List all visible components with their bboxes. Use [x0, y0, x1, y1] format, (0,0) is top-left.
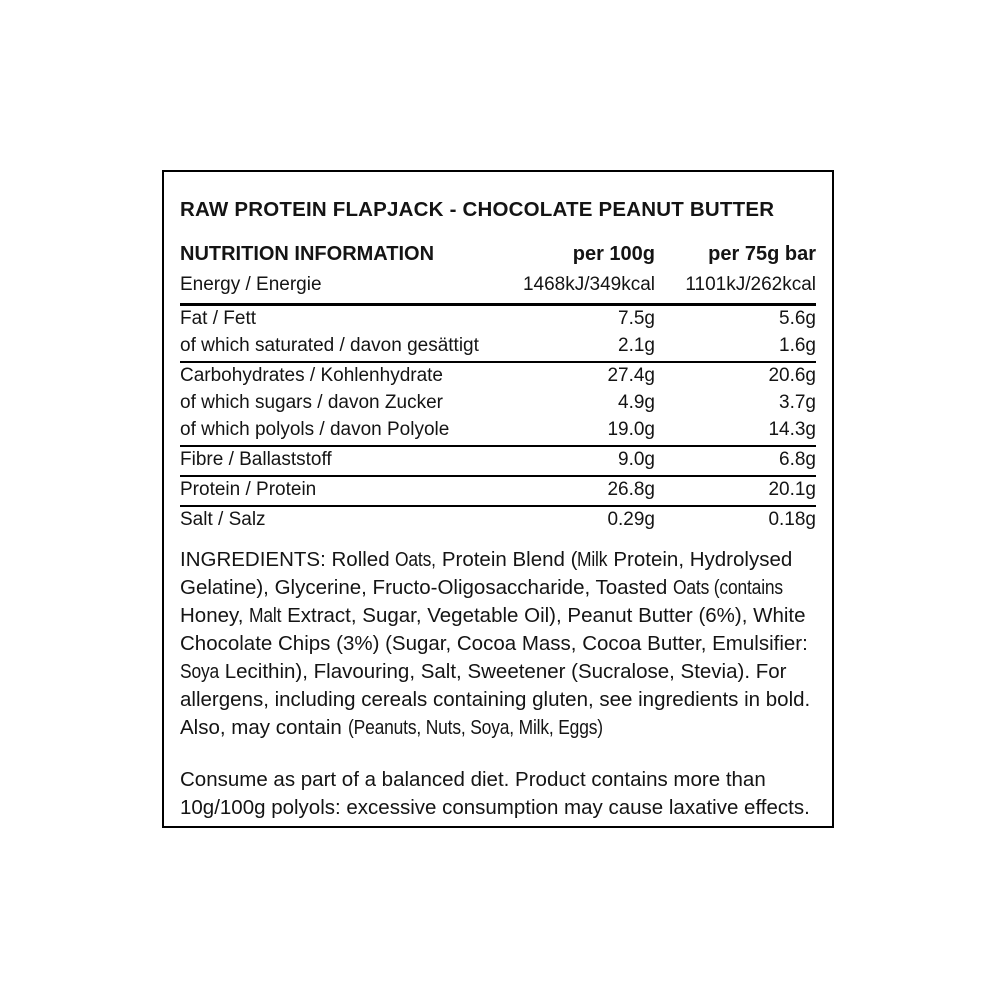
- row-value-per-100g: 4.9g: [618, 392, 655, 413]
- table-header-row: [180, 242, 816, 272]
- ingredient-text: Extract, Sugar, Vegetable Oil), Peanut Butter (6%), White: [281, 604, 806, 627]
- table-row: [180, 272, 816, 306]
- row-value-per-100g: 1468kJ/349kcal: [522, 274, 655, 295]
- table-row: [180, 363, 816, 390]
- ingredient-text: Lecithin), Flavouring, Salt, Sweetener (Sucralose, Stevia). For: [219, 660, 787, 683]
- row-label: Carbohydrates / Kohlenhydrate: [180, 365, 443, 386]
- row-label: of which polyols / davon Polyole: [180, 419, 450, 440]
- table-row: [180, 333, 816, 363]
- row-value-per-100g: 7.5g: [618, 308, 655, 329]
- table-row: [180, 477, 816, 507]
- column-header-per-75g-bar: per 75g bar: [708, 243, 816, 265]
- allergen-text: Oats,: [395, 548, 437, 571]
- ingredient-text: Honey,: [180, 604, 250, 627]
- column-header-per-100g: per 100g: [572, 243, 655, 265]
- text-line: [180, 658, 816, 686]
- row-value-per-100g: 26.8g: [607, 479, 655, 500]
- text-line: [180, 766, 816, 794]
- table-row: [180, 306, 816, 333]
- ingredient-text: allergens, including cereals containing gluten, see ingredients in bold.: [180, 688, 811, 711]
- row-value-per-100g: 2.1g: [618, 335, 655, 356]
- allergen-text: Malt: [249, 604, 282, 627]
- ingredient-text: INGREDIENTS: Rolled: [180, 548, 396, 571]
- row-value-per-100g: 0.29g: [607, 509, 655, 530]
- row-value-per-100g: 27.4g: [607, 365, 655, 386]
- row-label: Salt / Salz: [180, 509, 266, 530]
- table-row: [180, 507, 816, 534]
- allergen-text: Oats (contains: [672, 576, 783, 599]
- table-row: [180, 417, 816, 447]
- text-line: [180, 546, 816, 574]
- nutrition-heading: NUTRITION INFORMATION: [180, 243, 435, 265]
- row-value-per-75g-bar: 0.18g: [768, 509, 816, 530]
- ingredient-text: 10g/100g polyols: excessive consumption may cause laxative effects.: [180, 796, 810, 819]
- text-line: [180, 574, 816, 602]
- row-label: Protein / Protein: [180, 479, 317, 500]
- ingredient-text: Protein Blend (: [436, 548, 578, 571]
- row-value-per-100g: 19.0g: [607, 419, 655, 440]
- table-row: [180, 447, 816, 477]
- row-value-per-75g-bar: 1101kJ/262kcal: [685, 274, 816, 295]
- row-label: Fibre / Ballaststoff: [180, 449, 332, 470]
- text-line: [180, 630, 816, 658]
- row-value-per-75g-bar: 20.6g: [768, 365, 816, 386]
- row-value-per-75g-bar: 6.8g: [779, 449, 816, 470]
- ingredients-paragraph: [180, 546, 816, 742]
- row-value-per-75g-bar: 14.3g: [768, 419, 816, 440]
- text-line: [180, 794, 816, 822]
- row-value-per-75g-bar: 20.1g: [768, 479, 816, 500]
- product-title: RAW PROTEIN FLAPJACK - CHOCOLATE PEANUT BUTTER: [180, 198, 775, 221]
- ingredient-text: Chocolate Chips (3%) (Sugar, Cocoa Mass, Cocoa Butter, Emulsifier:: [180, 632, 808, 655]
- advisory-paragraph: [180, 766, 816, 822]
- ingredient-text: Also, may contain: [180, 716, 348, 739]
- ingredient-text: Protein, Hydrolysed: [607, 548, 793, 571]
- nutrition-table: [180, 242, 816, 534]
- table-row: [180, 390, 816, 417]
- text-line: [180, 686, 816, 714]
- nutrition-label: [162, 170, 834, 828]
- row-value-per-75g-bar: 3.7g: [779, 392, 816, 413]
- ingredient-text: Consume as part of a balanced diet. Product contains more than: [180, 768, 766, 791]
- ingredient-text: Gelatine), Glycerine, Fructo-Oligosaccharide, Toasted: [180, 576, 673, 599]
- row-label: of which saturated / davon gesättigt: [180, 335, 479, 356]
- row-value-per-75g-bar: 1.6g: [779, 335, 816, 356]
- text-line: [180, 714, 816, 742]
- allergen-text: (Peanuts, Nuts, Soya, Milk, Eggs): [347, 716, 603, 739]
- allergen-text: Milk: [577, 548, 608, 571]
- row-label: of which sugars / davon Zucker: [180, 392, 443, 413]
- text-line: [180, 602, 816, 630]
- row-value-per-100g: 9.0g: [618, 449, 655, 470]
- row-label: Fat / Fett: [180, 308, 257, 329]
- row-value-per-75g-bar: 5.6g: [779, 308, 816, 329]
- row-label: Energy / Energie: [180, 274, 322, 295]
- allergen-text: Soya: [180, 660, 220, 683]
